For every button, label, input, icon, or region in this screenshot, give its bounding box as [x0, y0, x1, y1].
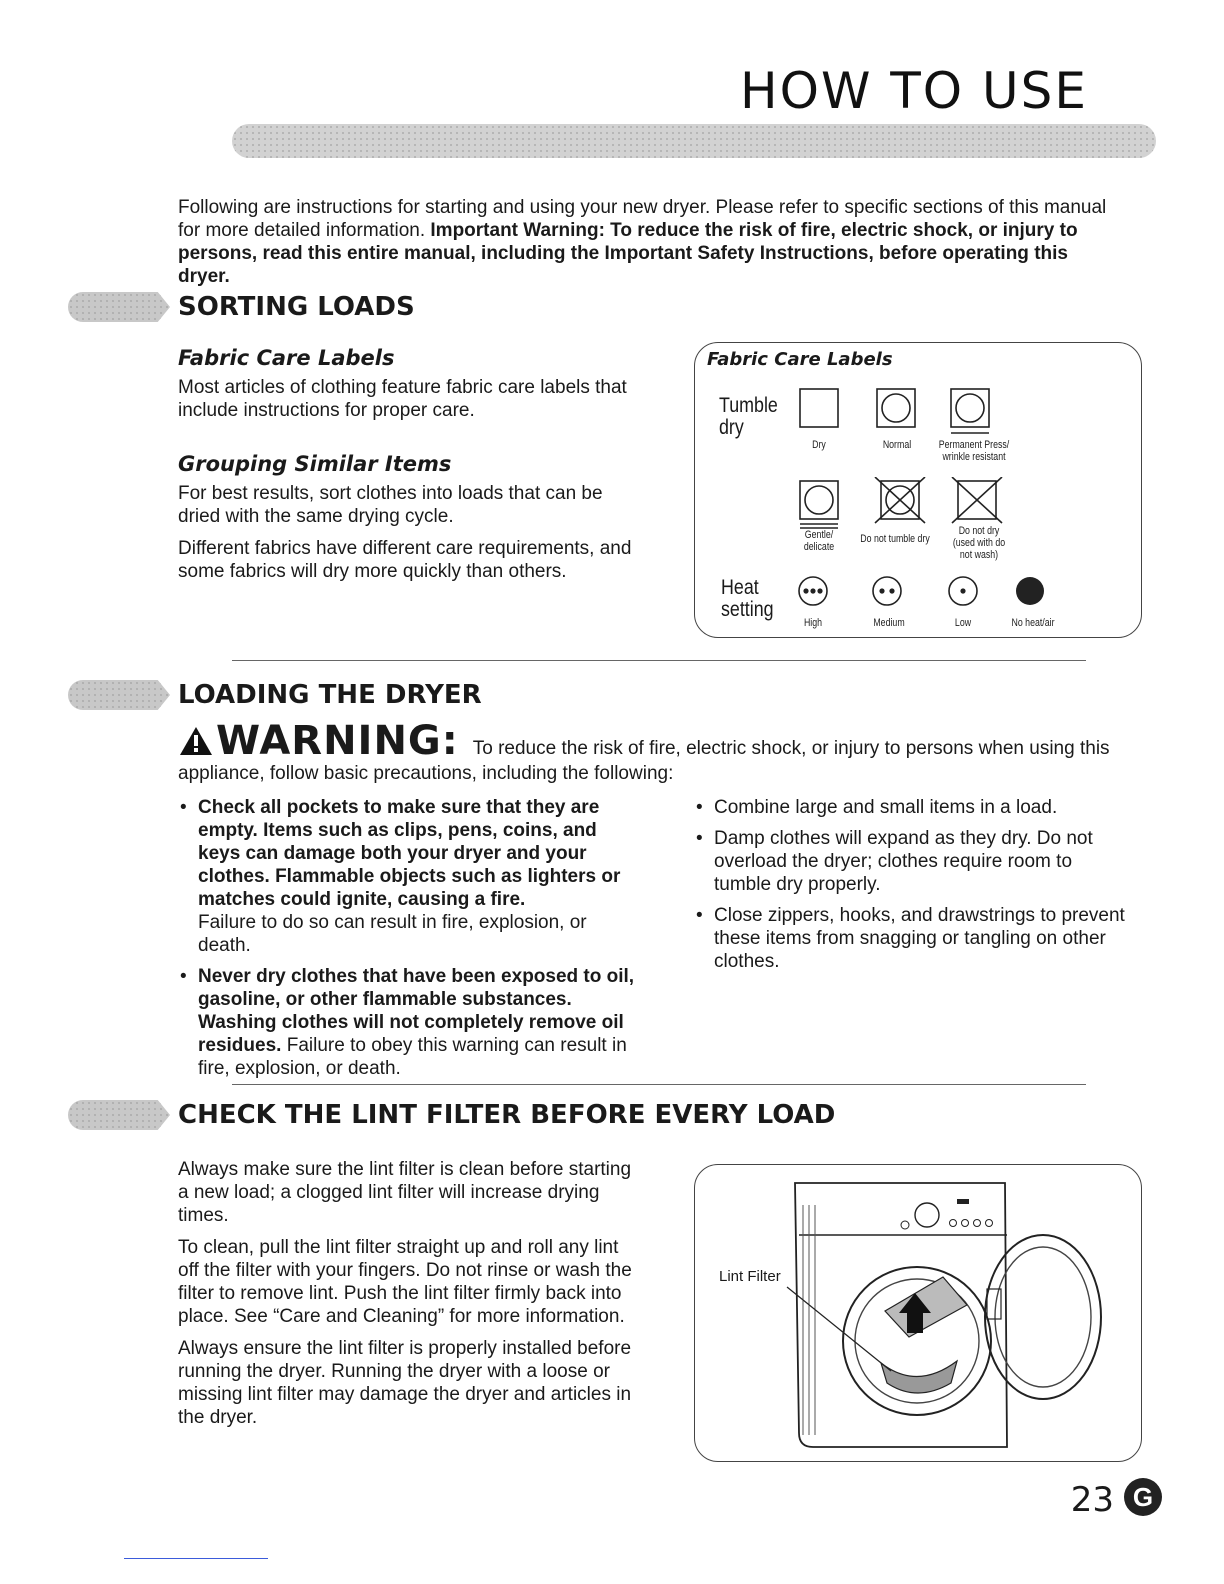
tumble-dry-label: Tumble dry: [719, 394, 778, 439]
loading-title: LOADING THE DRYER: [178, 680, 482, 710]
no-tumble-dry-icon: [875, 477, 925, 523]
fabric-care-panel: [694, 342, 1142, 638]
footer-line: [124, 1558, 268, 1559]
tumble-symbols: [795, 385, 1125, 445]
divider: [232, 1084, 1086, 1085]
no-heat-icon: [1016, 577, 1044, 605]
dryer-illustration: [695, 1165, 1141, 1461]
heat-symbols: [795, 573, 1055, 613]
medium-heat-icon: [873, 577, 901, 605]
brand-logo-icon: G: [1124, 1478, 1162, 1516]
lint-filter-panel: [694, 1164, 1142, 1462]
page-title: HOW TO USE: [739, 62, 1088, 120]
high-label: High: [803, 617, 823, 629]
section-marker: [68, 1100, 170, 1130]
pockets-consequence: Failure to do so can result in fire, explosion, or death.: [198, 912, 587, 956]
loading-header: [68, 680, 482, 710]
gentle-label: Gentle/ delicate: [803, 529, 835, 553]
flammable-warning: Never dry clothes that have been exposed to oil, gasoline, or other flammable substances. Washing clothes will not completely remove oil residues.: [198, 966, 635, 1056]
list-item: [178, 796, 638, 957]
lint-title: CHECK THE LINT FILTER BEFORE EVERY LOAD: [178, 1100, 836, 1130]
heat-setting-label: Heat setting: [721, 576, 774, 621]
page-number: 23: [1070, 1480, 1114, 1520]
warning-text-1: To reduce the risk of fire, electric shock, or injury to persons when using this: [472, 738, 1110, 759]
high-heat-icon: [799, 577, 827, 605]
intro-paragraph: [178, 196, 1118, 288]
grouping-p2: Different fabrics have different care requirements, and some fabrics will dry more quickly than others.: [178, 538, 632, 582]
no-tumble-dry-label: Do not tumble dry: [860, 533, 930, 545]
sorting-title: SORTING LOADS: [178, 292, 415, 322]
fabric-care-heading: Fabric Care Labels: [178, 346, 395, 370]
divider: [232, 660, 1086, 661]
grouping-p1: For best results, sort clothes into loads that can be dried with the same drying cycle.: [178, 483, 603, 527]
dryer-icon: [795, 1183, 1101, 1447]
fabric-care-text: Most articles of clothing feature fabric care labels that include instructions for proper care.: [178, 377, 627, 421]
warning-triangle-icon: [178, 725, 214, 757]
panel-title: Fabric Care Labels: [707, 349, 893, 370]
warning-text-2: appliance, follow basic precautions, including the following:: [178, 763, 674, 784]
low-heat-icon: [949, 577, 977, 605]
normal-label: Normal: [882, 439, 912, 451]
pockets-warning: Check all pockets to make sure that they are empty. Items such as clips, pens, coins, and keys can damage both your dryer and your clothes. Flammable objects such as lighters or matches could ignite, causing a fire.: [198, 797, 621, 910]
section-marker: [68, 292, 170, 322]
lint-p1: Always make sure the lint filter is clean before starting a new load; a clogged lint filter will increase drying times.: [178, 1159, 632, 1226]
low-label: Low: [954, 617, 972, 629]
lint-p2: To clean, pull the lint filter straight up and roll any lint off the filter with your fingers. Do not rinse or wash the filter to remove lint. Push the lint filter firmly back into place. See “Care and Cleaning” for more information.: [178, 1237, 632, 1327]
permanent-press-icon: [951, 389, 989, 433]
sorting-header: [68, 292, 415, 322]
flammable-consequence: Failure to obey this warning can result in fire, explosion, or death.: [198, 1035, 627, 1079]
no-heat-label: No heat/air: [1011, 617, 1055, 629]
lint-p3: Always ensure the lint filter is properly installed before running the dryer. Running the dryer with a loose or missing lint filter may damage the dryer and articles in the dryer.: [178, 1338, 632, 1428]
do-not-dry-icon: [952, 477, 1002, 523]
warning-word: WARNING:: [216, 718, 459, 764]
lint-text: [178, 1158, 638, 1438]
list-item: • Combine large and small items in a load.: [694, 796, 1134, 819]
medium-label: Medium: [873, 617, 905, 629]
permanent-press-label: Permanent Press/ wrinkle resistant: [938, 439, 1010, 463]
list-item: • Damp clothes will expand as they dry. Do not overload the dryer; clothes require room to tumble dry properly.: [694, 827, 1134, 896]
warning-block: [178, 718, 1138, 785]
dry-icon: [800, 389, 838, 427]
section-marker: [68, 680, 170, 710]
lint-filter-label: Lint Filter: [719, 1268, 781, 1285]
loading-right-list: [694, 796, 1134, 981]
intro-plain: Following are instructions for starting and using your new dryer. Please refer to specific sections of this manual for more detailed information.: [178, 197, 1107, 241]
list-item: • Close zippers, hooks, and drawstrings to prevent these items from snagging or tangling on other clothes.: [694, 904, 1134, 973]
grouping-heading: Grouping Similar Items: [178, 452, 452, 476]
loading-left-list: [178, 796, 638, 1088]
grouping-text: [178, 482, 648, 583]
dry-label: Dry: [812, 439, 826, 451]
gentle-icon: [800, 481, 838, 528]
lint-header: [68, 1100, 835, 1130]
normal-icon: [877, 389, 915, 427]
list-item: [178, 965, 638, 1080]
warning-line: [178, 718, 1138, 764]
header-banner: [232, 124, 1156, 158]
do-not-dry-label: Do not dry (used with do not wash): [952, 525, 1006, 561]
sorting-left-column: [178, 346, 648, 592]
intro-warning: Important Warning: To reduce the risk of fire, electric shock, or injury to persons, read this entire manual, including the Important Safety Instructions, before operating this dryer.: [178, 220, 1078, 287]
